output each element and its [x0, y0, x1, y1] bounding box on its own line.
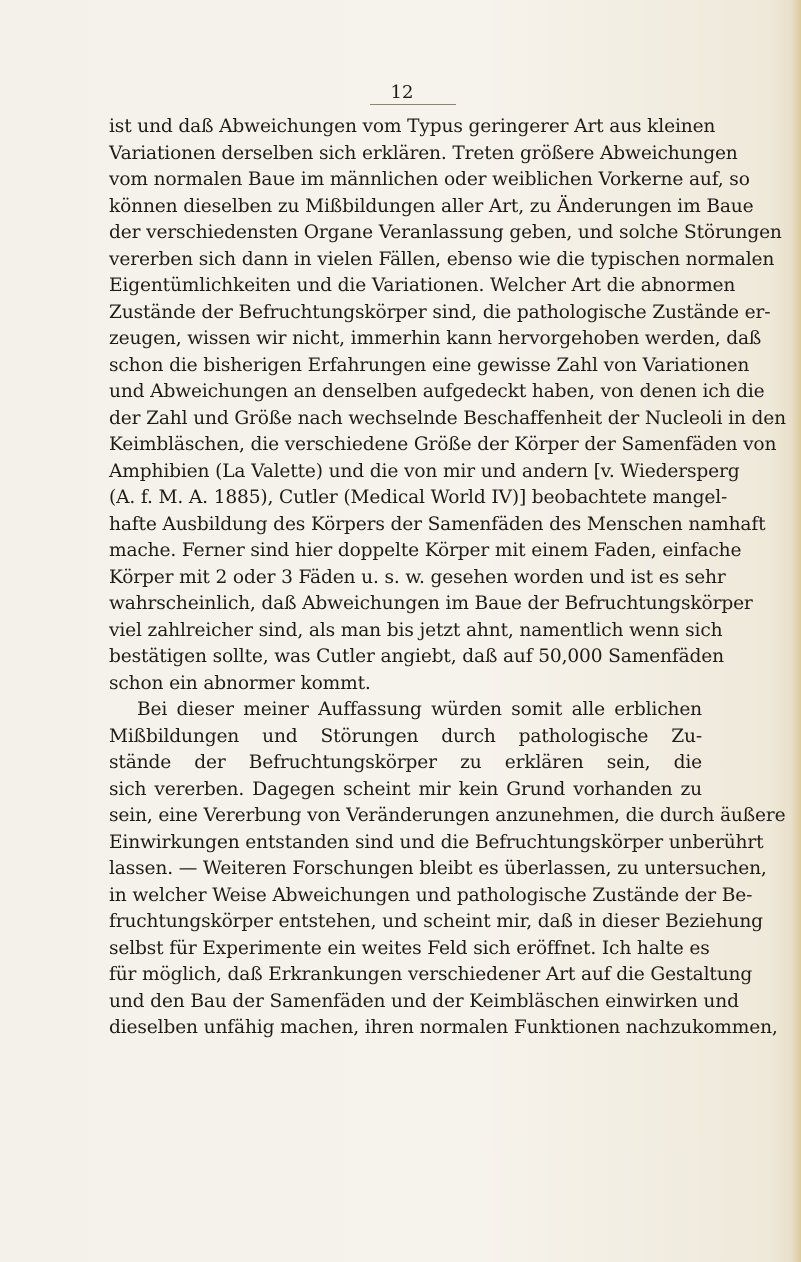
text-line: schon die bisherigen Erfahrungen eine gewisse Zahl von Variationen: [109, 354, 750, 376]
text-line: Eigentümlichkeiten und die Variationen. Welcher Art die abnormen: [109, 275, 736, 296]
text-line: und Abweichungen an denselben aufgedeckt haben, von denen ich die: [109, 381, 765, 402]
text-line: und den Bau der Samenfäden und der Keimbläschen einwirken und: [109, 990, 739, 1012]
text-line: vom normalen Baue im männlichen oder weiblichen Vorkerne auf, so: [109, 169, 750, 190]
text-line: Amphibien (La Valette) und die von mir und andern [v. Wiedersperg: [109, 460, 740, 482]
text-line: viel zahlreicher sind, als man bis jetzt ahnt, namentlich wenn sich: [109, 619, 723, 641]
text-line: Mißbildungen und Störungen durch pathologische Zu-: [109, 725, 702, 747]
text-line: bestätigen sollte, was Cutler angiebt, daß auf 50,000 Samenfäden: [109, 646, 724, 667]
text-line: der verschiedensten Organe Veranlassung geben, und solche Störungen: [109, 222, 782, 243]
text-line: sein, eine Vererbung von Veränderungen anzunehmen, die durch äußere: [109, 805, 786, 826]
text-line: Einwirkungen entstanden sind und die Befruchtungskörper unberührt: [109, 831, 764, 853]
text-line: ist und daß Abweichungen vom Typus geringerer Art aus kleinen: [109, 116, 716, 137]
text-line: stände der Befruchtungskörper zu erklären sein, die: [109, 752, 702, 773]
page-header: [0, 82, 801, 112]
text-line: können dieselben zu Mißbildungen aller Art, zu Änderungen im Baue: [109, 195, 754, 217]
header-rule: [370, 104, 456, 105]
text-line: zeugen, wissen wir nicht, immerhin kann hervorgehoben werden, daß: [109, 328, 762, 349]
text-line: dieselben unfähig machen, ihren normalen Funktionen nachzukommen,: [109, 1017, 778, 1038]
text-line: Keimbläschen, die verschiedene Größe der Körper der Samenfäden von: [109, 434, 777, 455]
paragraph-start-line: Bei dieser meiner Auffassung würden somit alle erblichen: [137, 699, 702, 720]
text-line: hafte Ausbildung des Körpers der Samenfäden des Menschen namhaft: [109, 513, 766, 535]
text-line: Zustände der Befruchtungskörper sind, die pathologische Zustände er-: [109, 301, 771, 323]
text-line: lassen. — Weiteren Forschungen bleibt es überlassen, zu untersuchen,: [109, 858, 767, 879]
text-line: selbst für Experimente ein weites Feld sich eröffnet. Ich halte es: [109, 937, 710, 959]
text-line: mache. Ferner sind hier doppelte Körper mit einem Faden, einfache: [109, 540, 742, 561]
text-line: (A. f. M. A. 1885), Cutler (Medical World IV)] beobachtete mangel-: [109, 487, 728, 508]
body-text: [109, 114, 786, 1042]
text-line: Variationen derselben sich erklären. Treten größere Abweichungen: [109, 142, 738, 164]
paragraph-end-line: schon ein abnormer kommt.: [109, 672, 371, 694]
text-line: wahrscheinlich, daß Abweichungen im Baue der Befruchtungskörper: [109, 593, 753, 614]
text-line: Körper mit 2 oder 3 Fäden u. s. w. gesehen worden und ist es sehr: [109, 566, 726, 588]
text-line: der Zahl und Größe nach wechselnde Beschaffenheit der Nucleoli in den: [109, 407, 786, 429]
text-line: in welcher Weise Abweichungen und pathologische Zustände der Be-: [109, 884, 753, 906]
text-line: sich vererben. Dagegen scheint mir kein Grund vorhanden zu: [109, 778, 702, 800]
text-line: fruchtungskörper entstehen, und scheint mir, daß in dieser Beziehung: [109, 911, 763, 932]
text-line: für möglich, daß Erkrankungen verschiedener Art auf die Gestaltung: [109, 964, 753, 985]
text-line: vererben sich dann in vielen Fällen, ebenso wie die typischen normalen: [109, 248, 775, 270]
page-edge-shadow: [791, 0, 801, 1262]
page-number: 12: [390, 82, 414, 103]
